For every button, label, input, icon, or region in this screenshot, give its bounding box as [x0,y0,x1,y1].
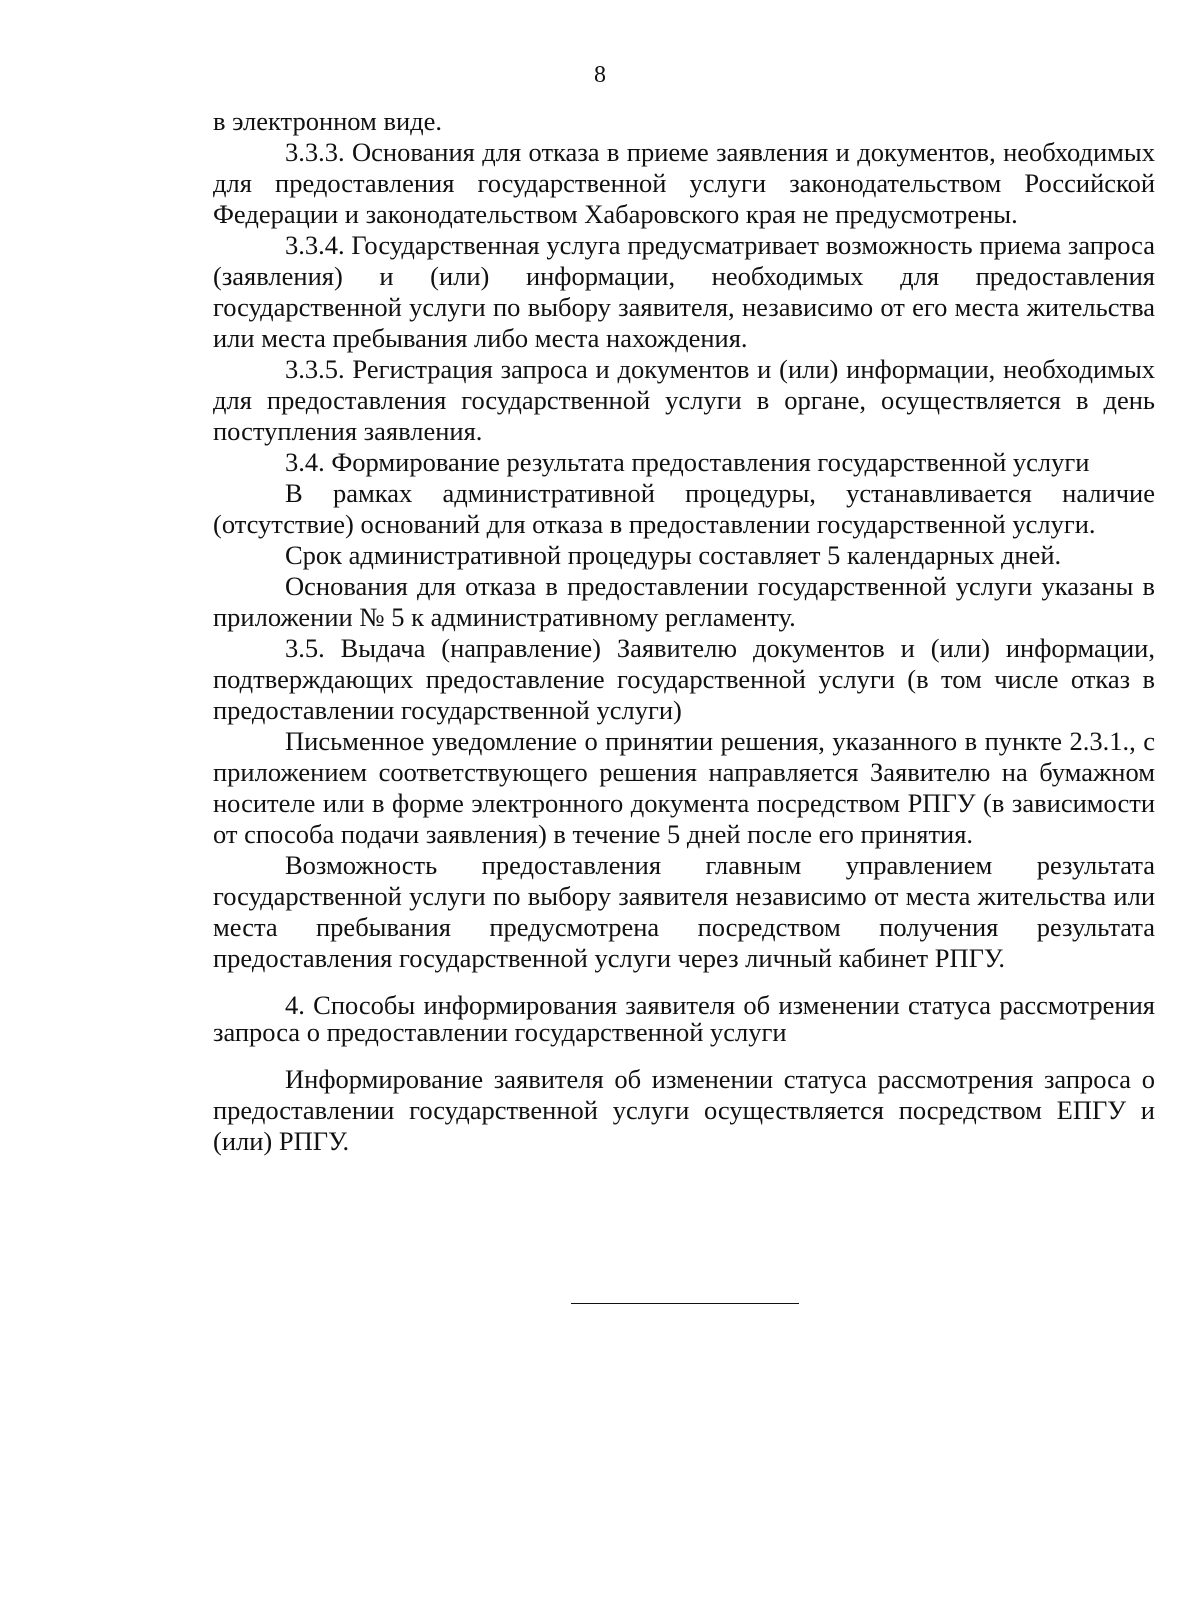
section-heading-3-4: 3.4. Формирование результата предоставления государственной услуги [285,447,1090,477]
paragraph-3-4-procedure: В рамках административной процедуры, устанавливается наличие (отсутствие) оснований для отказа в предоставлении государственной услуги. [213,478,1155,539]
paragraph-4-informing: Информирование заявителя об изменении статуса рассмотрения запроса о предоставлении государственной услуги осуществляется посредством ЕПГУ и (или) РПГУ. [213,1064,1155,1156]
paragraph-3-5-notice: Письменное уведомление о принятии решения, указанного в пункте 2.3.1., с приложением соответствующего решения направляется Заявителю на бумажном носителе или в форме электронного документа посредством РПГУ (в зависимости от способа подачи заявления) в течение 5 дней после его принятия. [213,726,1155,849]
section-heading-4: 4. Способы информирования заявителя об изменении статуса рассмотрения запроса о предоставлении государственной услуги [213,990,1155,1047]
paragraph-3-3-3: 3.3.3. Основания для отказа в приеме заявления и документов, необходимых для предоставления государственной услуги законодательством Российской Федерации и законодательством Хабаровского края не предусмотрены. [213,137,1155,229]
paragraph-3-4-grounds: Основания для отказа в предоставлении государственной услуги указаны в приложении № 5 к административному регламенту. [213,571,1155,632]
page-number: 8 [594,62,606,88]
paragraph-3-5-possibility: Возможность предоставления главным управлением результата государственной услуги по выбору заявителя независимо от места жительства или места пребывания предусмотрена посредством получения результата предоставления государственной услуги через личный кабинет РПГУ. [213,850,1155,973]
paragraph-3-3-5: 3.3.5. Регистрация запроса и документов и (или) информации, необходимых для предоставления государственной услуги в органе, осуществляется в день поступления заявления. [213,354,1155,446]
closing-rule [571,1303,799,1304]
paragraph-3-4-term: Срок административной процедуры составляет 5 календарных дней. [285,540,1062,570]
paragraph-3-3-4: 3.3.4. Государственная услуга предусматривает возможность приема запроса (заявления) и (или) информации, необходимых для предоставления государственной услуги по выбору заявителя, независимо от его места жительства или места пребывания либо места нахождения. [213,230,1155,353]
document-body [213,106,1155,1157]
paragraph-continuation: в электронном виде. [213,106,443,136]
section-heading-3-5: 3.5. Выдача (направление) Заявителю документов и (или) информации, подтверждающих предоставление государственной услуги (в том числе отказ в предоставлении государственной услуги) [213,633,1155,725]
